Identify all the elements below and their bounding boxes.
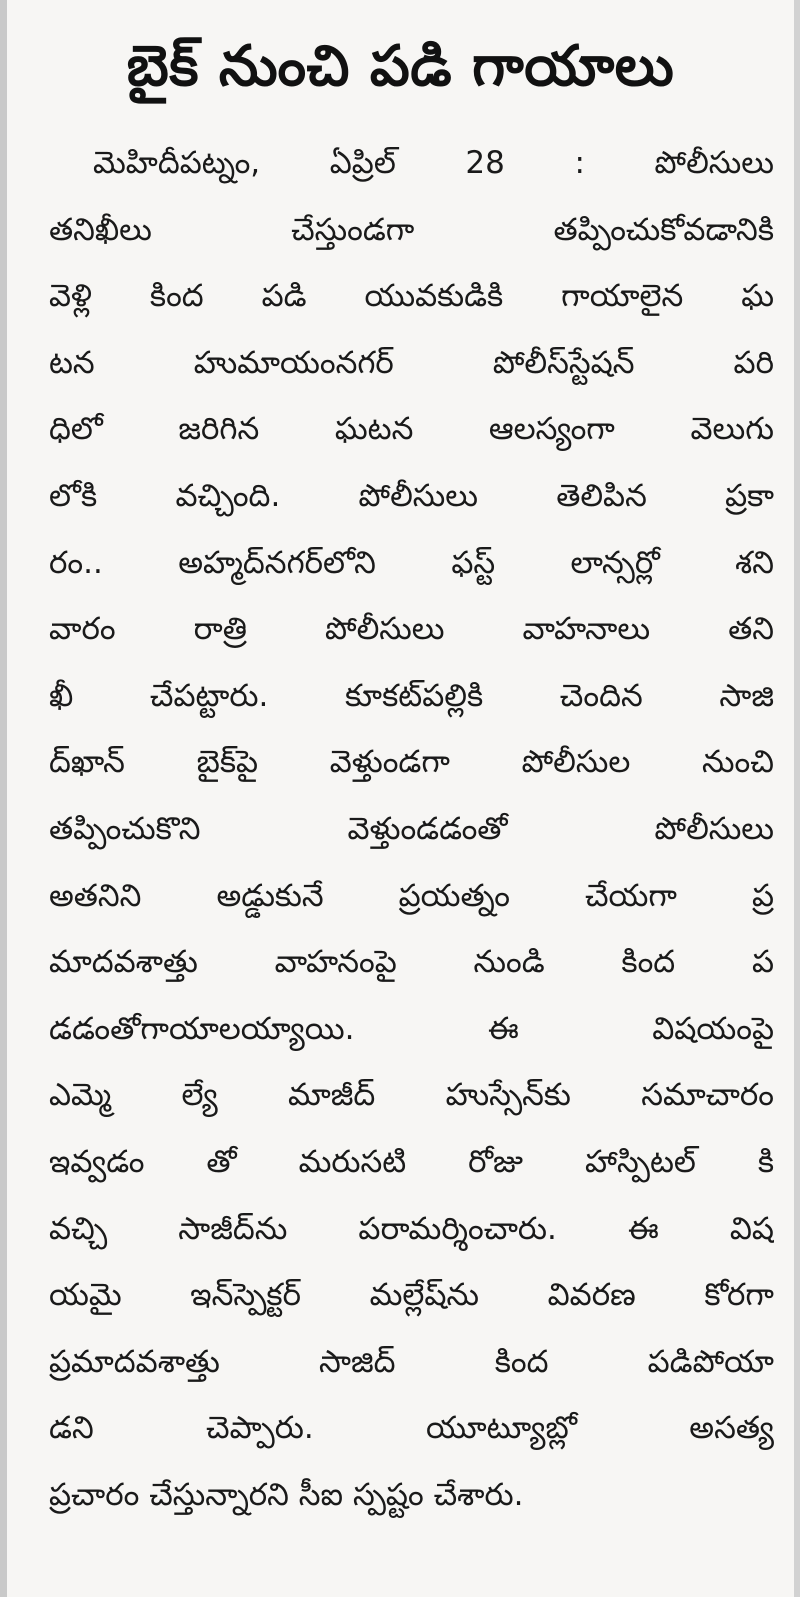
article-line: ఇవ్వడం తో మరుసటి రోజు హాస్పిటల్ కి [49, 1143, 774, 1180]
article-line: వారం రాత్రి పోలీసులు వాహనాలు తని [49, 611, 774, 648]
article-line: లోకి వచ్చింది. పోలీసులు తెలిపిన ప్రకా [49, 477, 774, 514]
article-line: యమై ఇన్‌స్పెక్టర్ మల్లేష్‌ను వివరణ కోరగా [49, 1277, 774, 1314]
article-line: రం.. అహ్మద్‌నగర్‌లోని ఫస్ట్ లాన్సర్లో శని [49, 544, 774, 581]
headline: బైక్ నుంచి పడి గాయాలు [126, 34, 675, 99]
article-line: టన హుమాయంనగర్ పోలీస్‌స్టేషన్ పరి [49, 344, 774, 381]
article-line: వచ్చి సాజీద్‌ను పరామర్శించారు. ఈ విష [49, 1210, 774, 1247]
article-line: ఖీ చేపట్టారు. కూకట్‌పల్లికి చెందిన సాజి [49, 677, 774, 714]
article-line: వెళ్లి కింద పడి యువకుడికి గాయాలైన ఘ [49, 278, 774, 315]
article-line: తప్పించుకొని వెళ్తుండడంతో పోలీసులు [49, 810, 774, 847]
article-line: ప్రచారం చేస్తున్నారని సీఐ స్పష్టం చేశారు. [49, 1476, 524, 1513]
article-line: అతనిని అడ్డుకునే ప్రయత్నం చేయగా ప్ర [49, 877, 774, 914]
article-body [49, 130, 774, 1528]
article-line: డడంతోగాయాలయ్యాయి. ఈ విషయంపై [49, 1010, 774, 1047]
article-line: తనిఖీలు చేస్తుండగా తప్పించుకోవడానికి [49, 211, 774, 248]
article-line: ద్‌ఖాన్ బైక్‌పై వెళ్తుండగా పోలీసుల నుంచి [49, 744, 774, 781]
article-line: ధిలో జరిగిన ఘటన ఆలస్యంగా వెలుగు [49, 411, 774, 448]
article-line: ఎమ్మె ల్యే మాజీద్ హుస్సేన్‌కు సమాచారం [49, 1077, 774, 1114]
article-line: ప్రమాదవశాత్తు సాజిద్ కింద పడిపోయా [49, 1343, 774, 1380]
article-line: డని చెప్పారు. యూట్యూబ్లో అసత్య [49, 1410, 774, 1447]
article-line: మాదవశాత్తు వాహనంపై నుండి కింద ప [49, 944, 774, 981]
article-line: మెహిదీపట్నం, ఏప్రిల్ 28 : పోలీసులు [93, 145, 774, 181]
